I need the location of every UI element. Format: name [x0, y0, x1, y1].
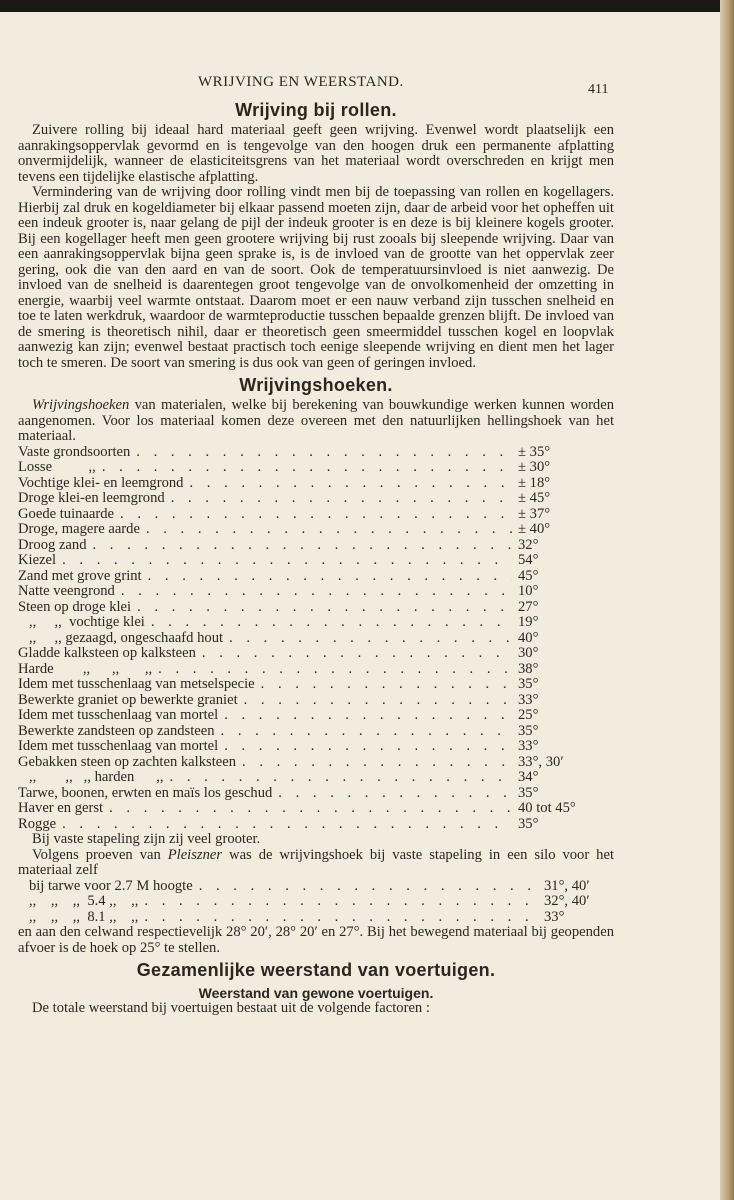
intro-italic-term: Wrijvingshoeken [32, 397, 130, 413]
leader-dots [224, 739, 512, 755]
row-label: Droge, magere aarde [18, 521, 140, 537]
row-label: Gladde kalksteen op kalksteen [18, 645, 196, 661]
row-label: Steen op droge klei [18, 598, 132, 615]
table-row [18, 708, 614, 724]
leader-dots [137, 600, 512, 616]
row-value: ± 45° [518, 490, 551, 506]
table-row [18, 662, 614, 678]
row-value: 35° [518, 676, 539, 692]
row-label: bij tarwe voor 2.7 M hoogte [18, 877, 193, 894]
table-row [18, 538, 614, 554]
table-row [18, 600, 614, 616]
leader-dots [171, 491, 512, 507]
row-label: ,, ,, gezaagd, ongeschaafd hout [18, 629, 224, 646]
row-value: ± 30° [518, 459, 551, 475]
row-label: Zand met grove grint [18, 567, 142, 584]
leader-dots [244, 693, 512, 709]
section-heading-vehicles: Gezamenlijke weerstand van voertuigen. [136, 960, 496, 980]
leader-dots [102, 460, 512, 476]
leader-dots [151, 615, 512, 631]
paragraph-rolling-2: Vermindering van de wrijving door rolling vindt men bij de toepassing van rollen en kogellagers. Hierbij zal druk en kogeldiameter bij elkaar passend moeten zijn, daar de arbeid voor het opheffen uit een indeuk grooter is, naar gelang de pijl der indeuk grooter is en deze is bij kleinere kogels grooter. Bij een kogellager heeft men geen grootere wrijving bij rust zooals bij sleepende wrijving. Daar van een aanrakingsoppervlak bijna geen sprake is, is de invloed van de grootte van het oppervlak zeer gering, ook die van den aard en van de soort. Ook de temperatuursinvloed is niet aanwezig. De invloed van de snelheid is daarentegen groot tengevolge van de onvolkomenheid der omzetting in energie, waarbij veel warmte ontstaat. Daarom moet er een nauw verband zijn tusschen snelheid en toe te laten werkdruk, waardoor de warmteproductie tusschen bepaalde grenzen blijft. De invloed van de smering is theoretisch nihil, daar er theoretisch geen smeermiddel tusschen kogel en loopvlak aanwezig kan zijn; evenwel bestaat practisch toch eenige sleepende wrijving en dient men het lager toch te smeren. De soort van smering is dus ook van geen of geringen invloed. [18, 184, 614, 371]
row-label: Harde ,, ,, ,, [18, 660, 153, 677]
table-row [18, 522, 614, 538]
page-number: 411 [588, 82, 609, 97]
row-value: 35° [518, 784, 539, 801]
row-label: Gebakken steen op zachten kalksteen [18, 753, 237, 770]
subheading-ordinary-vehicles: Weerstand van gewone voertuigen. [198, 985, 434, 1001]
leader-dots [62, 553, 512, 569]
row-label: Natte veengrond [18, 583, 115, 599]
section-heading-rolling: Wrijving bij rollen. [235, 100, 397, 120]
leader-dots [189, 476, 512, 492]
table-row [18, 553, 614, 569]
row-label: Rogge [18, 815, 57, 832]
row-value: 54° [518, 552, 539, 568]
row-value: 31°, 40′ [544, 877, 590, 894]
pleiszner-pre: Volgens proeven van [32, 846, 168, 863]
intro-text: van materialen, welke bij berekening van bouwkundige werken kunnen worden aangenomen. Voor los materiaal komen deze overeen met den natuurlijken hellingshoek van het materiaal. [18, 397, 614, 444]
table-row [18, 584, 614, 600]
row-label: Idem met tusschenlaag van mortel [18, 738, 219, 754]
leader-dots [170, 770, 512, 786]
leader-dots [158, 662, 512, 678]
leader-dots [144, 894, 538, 910]
table-row [18, 894, 614, 910]
leader-dots [136, 445, 512, 461]
table-row [18, 631, 614, 647]
table-row [18, 724, 614, 740]
row-value: 45° [518, 567, 539, 584]
row-label: Goede tuinaarde [18, 505, 115, 522]
row-value: 33° [518, 738, 539, 754]
book-page [18, 70, 614, 1017]
row-label: Vochtige klei- en leemgrond [18, 474, 184, 491]
table-row [18, 476, 614, 492]
leader-dots [62, 817, 512, 833]
leader-dots [146, 522, 512, 538]
row-value: ± 37° [518, 505, 551, 522]
leader-dots [120, 507, 512, 523]
leader-dots [242, 755, 512, 771]
row-value: 33° [544, 908, 565, 925]
row-label: ,, ,, ,, harden ,, [18, 769, 164, 785]
row-value: 10° [518, 583, 539, 599]
section-heading-friction-angles: Wrijvingshoeken. [239, 375, 393, 395]
row-value: 19° [518, 614, 539, 630]
row-value: 32°, 40′ [544, 893, 590, 909]
leader-dots [278, 786, 512, 802]
row-value: ± 35° [518, 443, 551, 460]
leader-dots [109, 801, 512, 817]
table-row [18, 491, 614, 507]
leader-dots [229, 631, 512, 647]
row-value: 27° [518, 598, 539, 615]
silo-angle-table [18, 879, 614, 926]
table-row [18, 569, 614, 585]
paragraph-closing: en aan den celwand respectievelijk 28° 20′, 28° 20′ en 27°. Bij het bewegend materiaal bij geopenden afvoer is de hoek op 25° te stellen. [18, 924, 614, 956]
row-value: 30° [518, 645, 539, 661]
leader-dots [199, 879, 538, 895]
leader-dots [261, 677, 512, 693]
leader-dots [148, 569, 512, 585]
table-row [18, 445, 614, 461]
row-value: 34° [518, 769, 539, 785]
leader-dots [93, 538, 513, 554]
row-value: 32° [518, 536, 539, 553]
table-row [18, 910, 614, 926]
row-label: ,, ,, ,, 8.1 ,, ,, [18, 908, 139, 925]
row-value: 40 tot 45° [518, 800, 576, 816]
table-row [18, 507, 614, 523]
table-row [18, 646, 614, 662]
row-value: 33°, 30′ [518, 753, 564, 770]
row-label: Droge klei-en leemgrond [18, 490, 165, 506]
running-head-title: WRIJVING EN WEERSTAND. [198, 74, 404, 90]
pleiszner-name: Pleiszner [167, 846, 223, 863]
row-label: Idem met tusschenlaag van metselspecie [18, 676, 255, 692]
paragraph-after-table: Bij vaste stapeling zijn zij veel grooter. [32, 831, 261, 847]
leader-dots [144, 910, 538, 926]
row-label: Vaste grondsoorten [18, 443, 131, 460]
row-label: ,, ,, vochtige klei [18, 614, 145, 630]
row-label: Bewerkte graniet op bewerkte graniet [18, 691, 238, 708]
row-value: 33° [518, 691, 539, 708]
row-value: ± 18° [518, 474, 551, 491]
row-value: 25° [518, 707, 539, 723]
row-label: Kiezel [18, 552, 57, 568]
table-row [18, 770, 614, 786]
table-row [18, 817, 614, 833]
friction-angle-table [18, 445, 614, 833]
table-row [18, 460, 614, 476]
book-page-edge [720, 0, 734, 1200]
row-label: Tarwe, boonen, erwten en maïs los geschud [18, 784, 273, 801]
row-label: ,, ,, ,, 5.4 ,, ,, [18, 893, 139, 909]
paragraph-rolling-1: Zuivere rolling bij ideaal hard materiaal geeft geen wrijving. Evenwel wordt plaatselijk een aanrakingsoppervlak gevormd en is tengevolge van den hoogen druk een permanente afplatting onvermijdelijk, wanneer de elasticiteitsgrens van het materiaal wordt overschreden en krijgt men tevens een tijdelijke elastische afplatting. [18, 122, 614, 185]
leader-dots [221, 724, 512, 740]
row-label: Idem met tusschenlaag van mortel [18, 707, 219, 723]
leader-dots [202, 646, 512, 662]
row-value: 40° [518, 629, 539, 646]
table-row [18, 879, 614, 895]
table-row [18, 693, 614, 709]
row-label: Haver en gerst [18, 800, 104, 816]
table-row [18, 615, 614, 631]
paragraph-vehicles: De totale weerstand bij voertuigen bestaat uit de volgende factoren : [32, 1000, 430, 1016]
leader-dots [121, 584, 512, 600]
scan-top-border [0, 0, 734, 12]
row-value: 35° [518, 722, 539, 739]
table-row [18, 739, 614, 755]
row-label: Losse ,, [18, 459, 96, 475]
table-row [18, 786, 614, 802]
pleiszner-post: was de wrijvingshoek bij vaste stapeling in een silo voor het materiaal zelf [18, 846, 615, 878]
row-value: ± 40° [518, 521, 551, 537]
row-value: 35° [518, 815, 539, 832]
table-row [18, 801, 614, 817]
paragraph-pleiszner [18, 848, 614, 879]
table-row [18, 755, 614, 771]
running-head [18, 70, 614, 96]
row-label: Bewerkte zandsteen op zandsteen [18, 722, 215, 739]
paragraph-friction-intro [18, 398, 614, 445]
row-label: Droog zand [18, 536, 87, 553]
leader-dots [224, 708, 512, 724]
table-row [18, 677, 614, 693]
row-value: 38° [518, 660, 539, 677]
